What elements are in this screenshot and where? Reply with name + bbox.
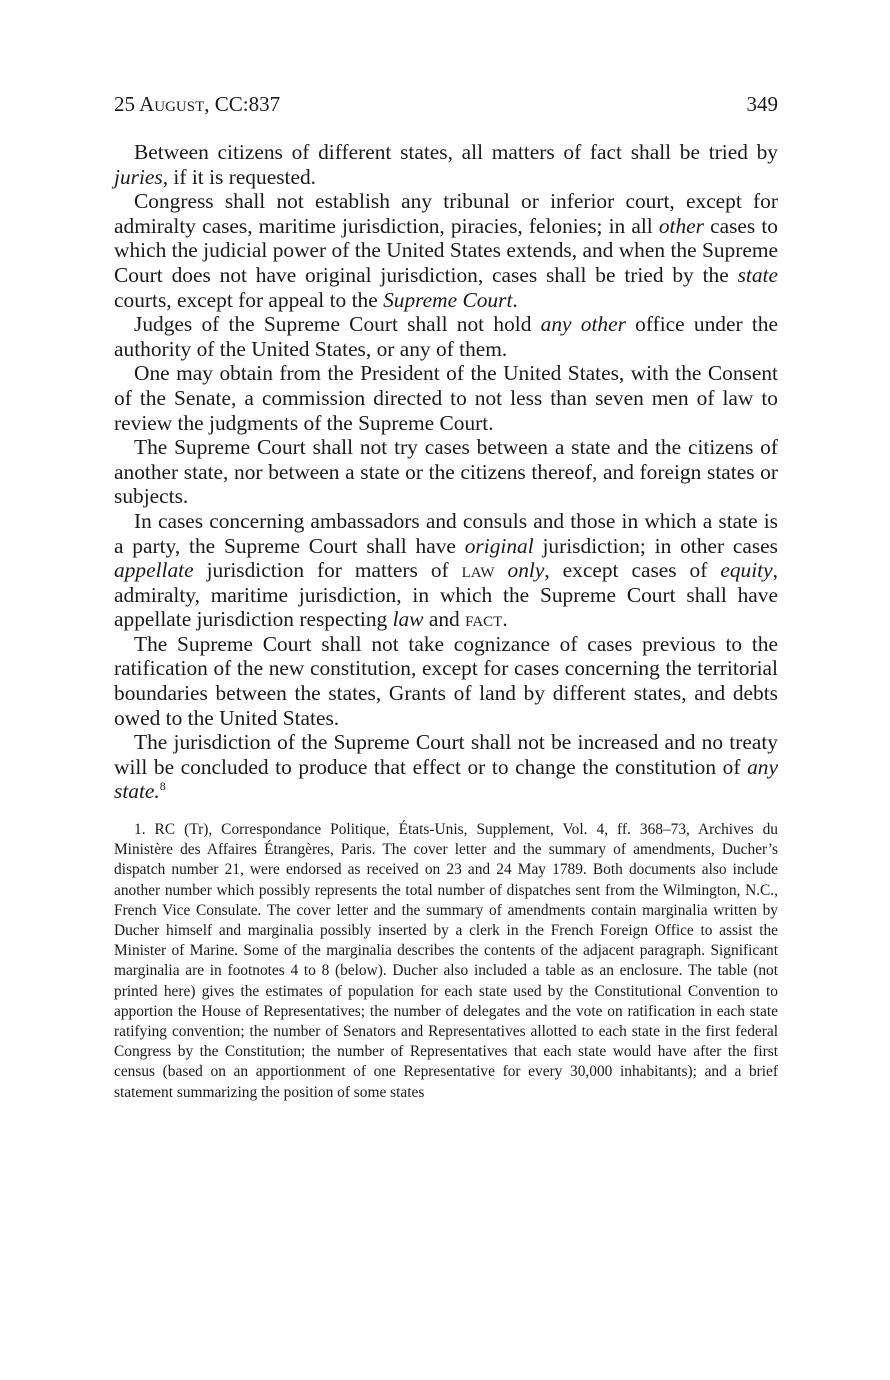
body-paragraph (114, 435, 778, 509)
text-run: , except cases of (544, 558, 721, 583)
text-run: In cases concerning ambassadors and consuls and those in which a state is a party, the Supreme Court shall have (114, 508, 778, 558)
running-head-left (114, 90, 280, 118)
italic-text: only (507, 558, 545, 583)
text-run: . (502, 607, 508, 632)
body-paragraph (114, 730, 778, 804)
text-run: , admiralty, maritime jurisdiction, in which the Supreme Court shall have appellate jurisdiction respecting (114, 558, 778, 632)
running-head-ref: , CC:837 (204, 92, 281, 116)
italic-text: state (737, 262, 778, 287)
text-run (495, 558, 508, 582)
italic-text: appellate (114, 558, 194, 583)
text-run: jurisdiction; in other cases (533, 533, 778, 558)
text-run: office under the authority of the United States, or any of them. (114, 312, 778, 361)
text-run: The jurisdiction of the Supreme Court shall not be increased and no treaty will be concluded to produce that effect or to change the constitution of (114, 730, 778, 779)
body-paragraph (114, 312, 778, 361)
small-caps-text: law (461, 558, 495, 583)
italic-text: any state. (114, 754, 778, 804)
text-run: . (512, 287, 518, 312)
running-head (114, 90, 778, 118)
text-run: jurisdiction for matters of (193, 558, 462, 583)
text-run: The Supreme Court shall not take cognizance of cases previous to the ratification of the new constitution, except for cases concerning the territorial boundaries between the states, Grants of land by different states, and debts owed to the United States. (114, 631, 778, 730)
body-paragraph (114, 632, 778, 730)
italic-text: law (392, 607, 424, 632)
text-run: and (423, 607, 466, 632)
book-page (114, 90, 778, 1103)
body-paragraph (114, 140, 778, 189)
footnote-1: 1. RC (Tr), Correspondance Politique, États-Unis, Supplement, Vol. 4, ff. 368–73, Archives du Ministère des Affaires Étrangères, Paris. The cover letter and the summary of amendments, Ducher’s dispatch number 21, were endorsed as received on 23 and 24 May 1789. Both documents also include another number which possibly represents the total number of dispatches sent from the Wilmington, N.C., French Vice Consulate. The cover letter and the summary of amendments contain marginalia written by Ducher himself and marginalia possibly inserted by a clerk in the French Foreign Office to assist the Minister of Marine. Some of the marginalia describes the contents of the adjacent paragraph. Significant marginalia are in footnotes 4 to 8 (below). Ducher also included a table as an enclosure. The table (not printed here) gives the estimates of population for each state used by the Constitutional Convention to apportion the House of Representatives; the number of delegates and the vote on ratification in each state ratifying convention; the number of Senators and Representatives allotted to each state in the first federal Congress by the Constitution; the number of Representatives that each state would have after the first census (based on an apportionment of one Representative for every 30,000 inhabitants); and a brief statement summarizing the position of some states (114, 821, 778, 1101)
body-text (114, 140, 778, 804)
italic-text: equity (720, 558, 773, 583)
italic-text: other (658, 213, 704, 238)
text-run: Judges of the Supreme Court shall not hold (134, 312, 541, 337)
footnotes (114, 820, 778, 1103)
text-run: Congress shall not establish any tribunal or inferior court, except for admiralty cases, maritime jurisdiction, piracies, felonies; in all (114, 189, 778, 238)
small-caps-text: fact (465, 607, 503, 632)
running-head-date: 25 August (114, 92, 205, 116)
text-run: One may obtain from the President of the United States, with the Consent of the Senate, a commission directed to not less than seven men of law to review the judgments of the Supreme Court. (114, 361, 778, 435)
body-paragraph (114, 189, 778, 312)
text-run: Between citizens of different states, all matters of fact shall be tried by (134, 140, 778, 164)
page-number: 349 (746, 92, 778, 116)
italic-text: original (464, 533, 534, 558)
text-run: courts, except for appeal to the (114, 287, 384, 312)
body-paragraph (114, 361, 778, 435)
italic-text: any other (540, 312, 626, 337)
italic-text: Supreme Court (383, 287, 513, 312)
body-paragraph (114, 509, 778, 632)
text-run: , if it is requested. (162, 164, 316, 189)
text-run: cases to which the judicial power of the United States extends, and when the Supreme Court does not have original jurisdiction, cases shall be tried by the (114, 213, 778, 287)
italic-text: juries (114, 164, 163, 189)
footnote-ref: 8 (159, 779, 166, 794)
text-run: The Supreme Court shall not try cases between a state and the citizens of another state, nor between a state or the citizens thereof, and foreign states or subjects. (114, 435, 778, 509)
